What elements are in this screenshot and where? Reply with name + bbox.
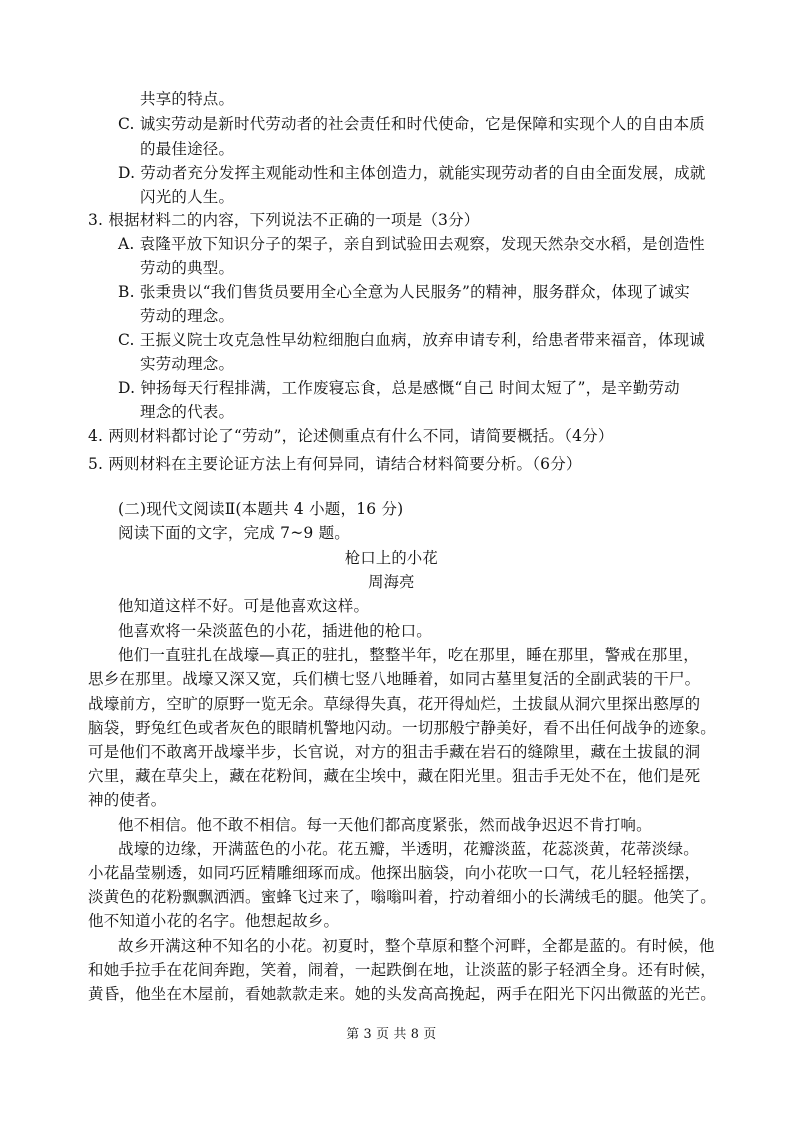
story-title: 枪口上的小花: [344, 549, 438, 567]
story-line: 穴里，藏在草尖上，藏在花粉间，藏在尘埃中，藏在阳光里。狙击手无处不在，他们是死: [88, 767, 701, 785]
q3-option-b-line1: B. 张秉贵以“我们售货员要用全心全意为人民服务”的精神，服务群众，体现了诚实: [118, 283, 690, 301]
q3-option-a-line1: A. 袁隆平放下知识分子的架子，亲自到试验田去观察，发现天然杂交水稻，是创造性: [118, 235, 705, 253]
q2-option-b-line2: 共享的特点。: [140, 90, 235, 108]
section-heading: (二)现代文阅读Ⅱ(本题共 4 小题，16 分): [118, 500, 404, 518]
story-line: 战壕前方，空旷的原野一览无余。草绿得失真，花开得灿烂，土拔鼠从洞穴里探出憨厚的: [88, 695, 701, 713]
story-line: 他们一直驻扎在战壕—真正的驻扎，整整半年，吃在那里，睡在那里，警戒在那里，: [118, 646, 699, 664]
story-line: 他知道这样不好。可是他喜欢这样。: [118, 597, 370, 615]
story-line: 故乡开满这种不知名的小花。初夏时，整个草原和整个河畔，全都是蓝的。有时候，他: [118, 937, 715, 955]
page-footer: 第 3 页 共 8 页: [346, 1027, 437, 1042]
q2-option-d-line1: D. 劳动者充分发挥主观能动性和主体创造力，就能实现劳动者的自由全面发展，成就: [118, 164, 706, 182]
q3-option-c-line2: 实劳动理念。: [140, 355, 235, 373]
q2-option-c-line1: C. 诚实劳动是新时代劳动者的社会责任和时代使命，它是保障和实现个人的自由本质: [118, 115, 705, 133]
story-line: 和她手拉手在花间奔跑，笑着，闹着，一起跌倒在地，让淡蓝的影子轻洒全身。还有时候，: [88, 961, 717, 979]
q3-option-c-line1: C. 王振义院士攻克急性早幼粒细胞白血病，放弃申请专利，给患者带来福音，体现诚: [118, 331, 705, 349]
q3-option-b-line2: 劳动的理念。: [140, 307, 235, 325]
story-line: 战壕的边缘，开满蓝色的小花。花五瓣，半透明，花瓣淡蓝，花蕊淡黄，花蒂淡绿。: [118, 840, 699, 858]
q5-stem: 5. 两则材料在主要论证方法上有何异同，请结合材料简要分析。（6分）: [88, 455, 582, 473]
q2-option-c-line2: 的最佳途径。: [140, 140, 235, 158]
section-instruction: 阅读下面的文字，完成 7~9 题。: [118, 524, 350, 542]
story-line: 小花晶莹剔透，如同巧匠精雕细琢而成。他探出脑袋，向小花吹一口气，花儿轻轻摇摆，: [88, 864, 701, 882]
story-line: 脑袋，野兔红色或者灰色的眼睛机警地闪动。一切那般宁静美好，看不出任何战争的迹象。: [88, 719, 717, 737]
story-line: 他不知道小花的名字。他想起故乡。: [88, 912, 340, 930]
q2-option-d-line2: 闪光的人生。: [140, 188, 235, 206]
q3-option-a-line2: 劳动的典型。: [140, 259, 235, 277]
story-line: 黄昏，他坐在木屋前，看她款款走来。她的头发高高挽起，两手在阳光下闪出微蓝的光芒。: [88, 985, 717, 1003]
q4-stem: 4. 两则材料都讨论了“劳动”，论述侧重点有什么不同，请简要概括。（4分）: [88, 427, 614, 445]
story-line: 他喜欢将一朵淡蓝色的小花，插进他的枪口。: [118, 622, 433, 640]
story-line: 可是他们不敢离开战壕半步，长官说，对方的狙击手藏在岩石的缝隙里，藏在土拔鼠的洞: [88, 743, 701, 761]
story-line: 思乡在那里。战壕又深又宽，兵们横七竖八地睡着，如同古墓里复活的全副武装的干尸。: [88, 670, 701, 688]
q3-option-d-line1: D. 钟扬每天行程排满，工作废寝忘食，总是感慨“自己 时间太短了”，是辛勤劳动: [118, 379, 680, 397]
q3-stem: 3. 根据材料二的内容，下列说法不正确的一项是（3分）: [88, 211, 480, 229]
q3-option-d-line2: 理念的代表。: [140, 403, 235, 421]
story-line: 他不相信。他不敢不相信。每一天他们都高度紧张，然而战争迟迟不肯打响。: [118, 816, 652, 834]
story-line: 淡黄色的花粉飘飘洒洒。蜜蜂飞过来了，嗡嗡叫着，拧动着细小的长满绒毛的腿。他笑了。: [88, 888, 717, 906]
story-author: 周海亮: [368, 573, 415, 591]
story-line: 神的使者。: [88, 791, 167, 809]
